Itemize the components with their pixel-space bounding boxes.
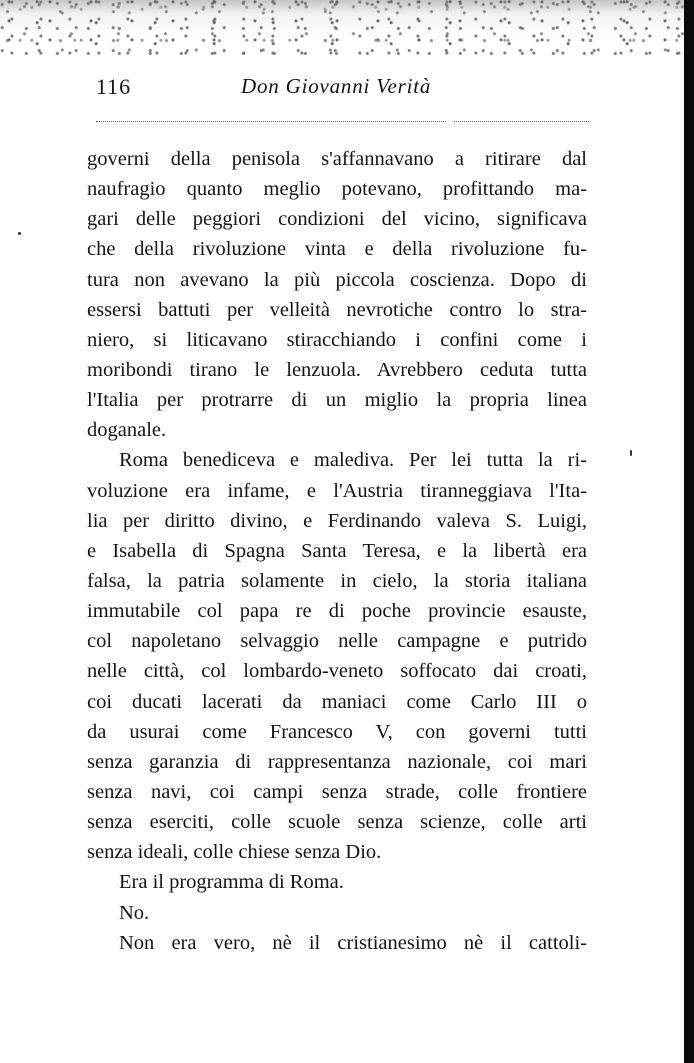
margin-mark <box>630 450 632 456</box>
text-line: immutabile col papa re di poche provincie esauste, <box>87 600 587 623</box>
text-line: senza navi, coi campi senza strade, colle frontiere <box>87 780 587 803</box>
text-line: niero, si liticavano stiracchiando i confini come i <box>87 328 587 351</box>
text-line: governi della penisola s'affannavano a ritirare dal <box>87 148 587 170</box>
text-line: No. <box>119 901 150 924</box>
text-line: tura non avevano la più piccola coscienza. Dopo di <box>87 268 587 291</box>
page-right-edge <box>684 0 694 1063</box>
text-line: Roma benediceva e malediva. Per lei tutta la ri- <box>119 449 587 472</box>
page-text <box>87 144 587 958</box>
text-line: voluzione era infame, e l'Austria tiranneggiava l'Ita- <box>87 479 587 502</box>
text-line: naufragio quanto meglio potevano, profittando ma- <box>87 178 587 201</box>
text-line: Era il programma di Roma. <box>119 871 344 894</box>
text-line: essersi battuti per velleità nevrotiche contro lo stra- <box>87 298 587 321</box>
text-line: senza eserciti, colle scuole senza scienze, colle arti <box>87 811 587 834</box>
text-line: coi ducati lacerati da maniaci come Carlo III o <box>87 690 587 713</box>
running-title: Don Giovanni Verità <box>241 74 432 98</box>
header-rule <box>96 121 446 122</box>
text-line: moribondi tirano le lenzuola. Avrebbero ceduta tutta <box>87 358 587 381</box>
text-line: senza garanzia di rappresentanza nazionale, coi mari <box>87 750 587 773</box>
page-header <box>96 70 592 110</box>
header-rule <box>454 121 589 122</box>
text-line: gari delle peggiori condizioni del vicino, significava <box>87 208 587 231</box>
text-line: senza ideali, colle chiese senza Dio. <box>87 841 382 864</box>
text-line: da usurai come Francesco V, con governi tutti <box>87 720 587 743</box>
text-line: nelle città, col lombardo-veneto soffocato dai croati, <box>87 660 587 683</box>
text-line: Non era vero, nè il cristianesimo nè il cattoli- <box>119 931 587 954</box>
text-line: lia per diritto divino, e Ferdinando valeva S. Luigi, <box>87 509 587 532</box>
text-line: doganale. <box>87 419 167 442</box>
text-line: l'Italia per protrarre di un miglio la propria linea <box>87 389 587 412</box>
text-line: e Isabella di Spagna Santa Teresa, e la libertà era <box>87 539 587 562</box>
page-top-speckle <box>0 0 694 55</box>
text-line: che della rivoluzione vinta e della rivoluzione fu- <box>87 238 587 261</box>
text-line: falsa, la patria solamente in cielo, la storia italiana <box>87 569 587 592</box>
margin-mark <box>18 232 21 235</box>
text-line: col napoletano selvaggio nelle campagne e putrido <box>87 630 587 653</box>
page-number: 116 <box>96 74 132 99</box>
